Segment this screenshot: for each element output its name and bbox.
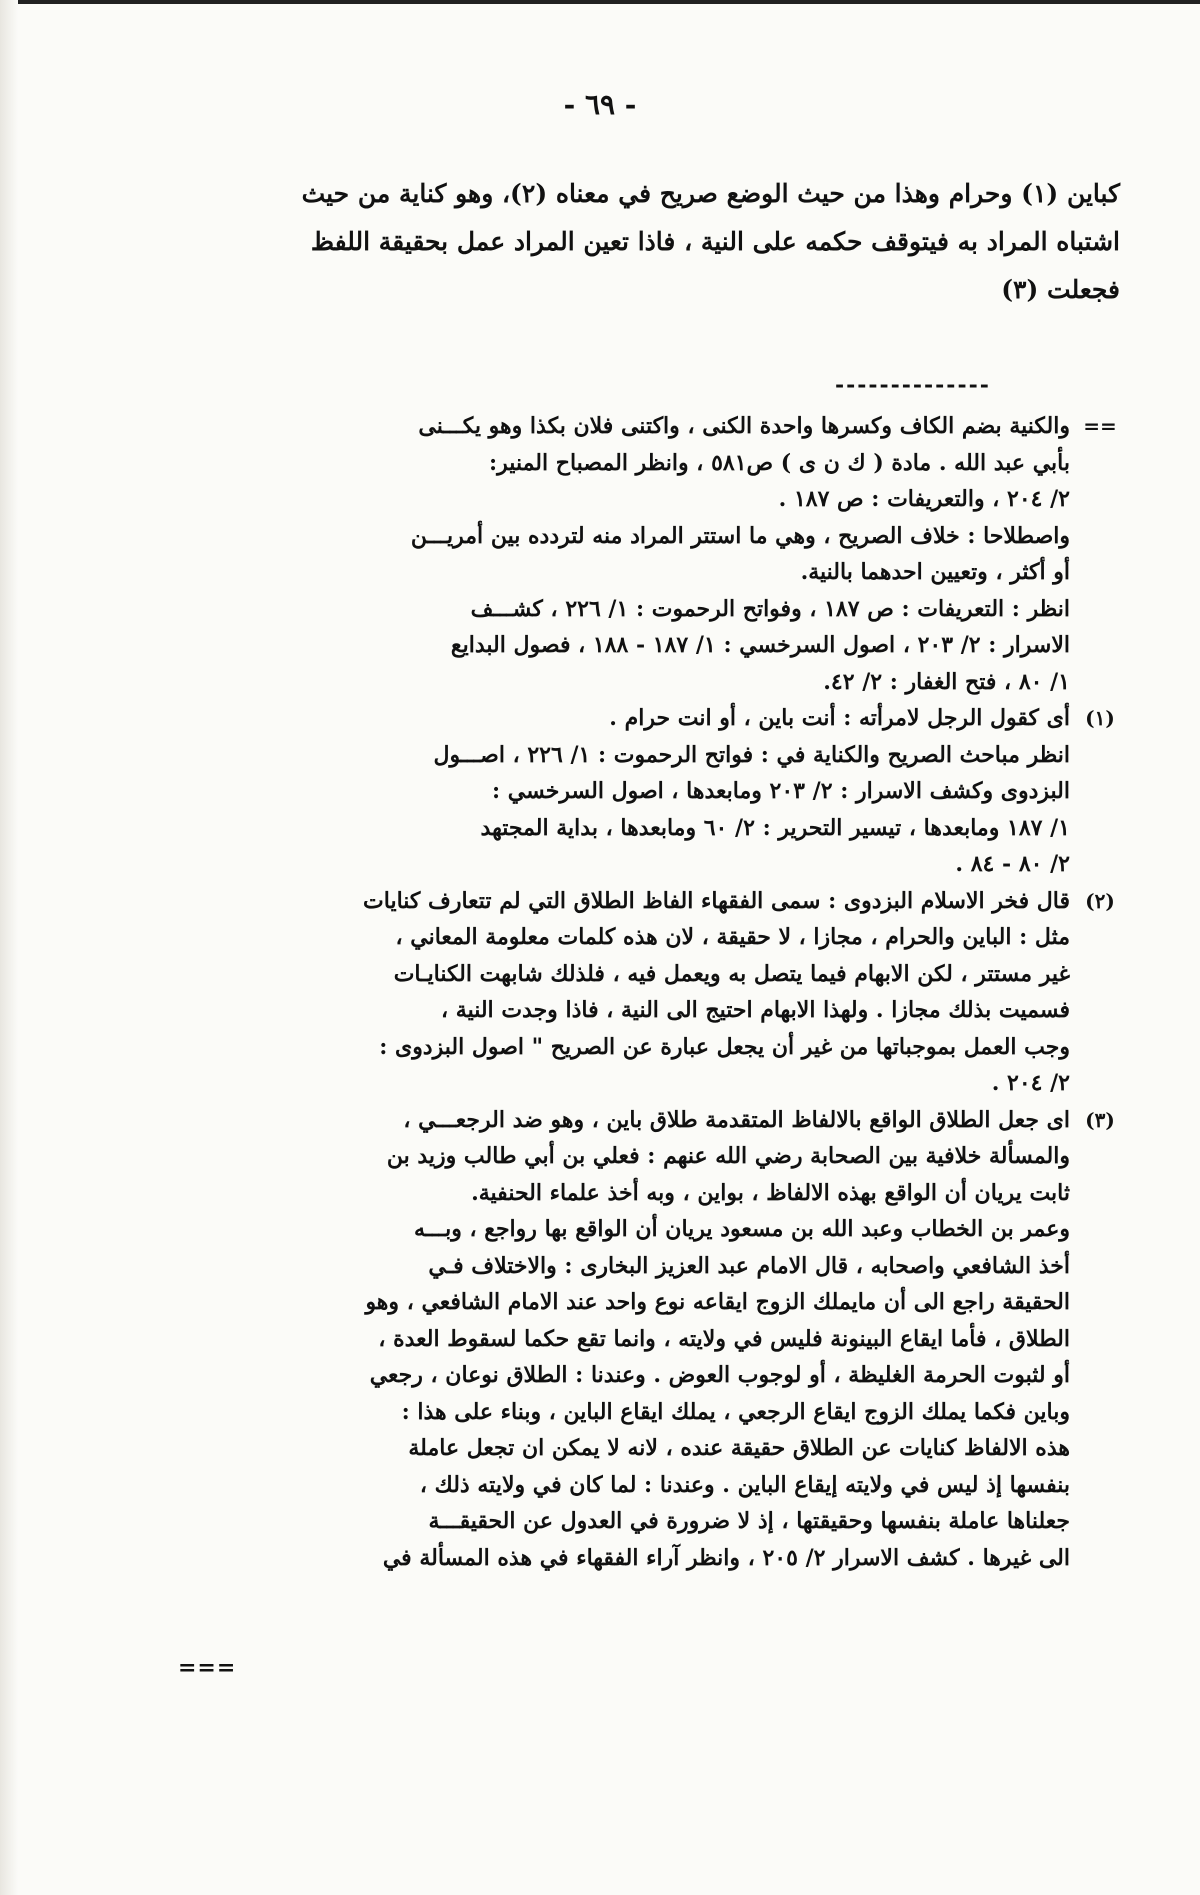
- footnote-3: [150, 1102, 1130, 1577]
- footnote-marker: (٣): [1085, 1107, 1115, 1132]
- main-paragraph: [170, 170, 1120, 314]
- footnote-line: ٢/ ٢٠٤ .: [991, 1070, 1070, 1096]
- footnote-1: [150, 700, 1130, 883]
- footnote-line: ١/ ١٨٧ ومابعدها ، تيسير التحرير : ٢/ ٦٠ ومابعدها ، بداية المجتهد: [480, 814, 1070, 841]
- footnote-line: أو أكثر ، وتعيين احدهما بالنية.: [800, 559, 1070, 585]
- footnote-line: ٢/ ٢٠٤ ، والتعريفات : ص ١٨٧ .: [778, 486, 1070, 512]
- footnote-line: البزدوى وكشف الاسرار : ٢/ ٢٠٣ ومابعدها ، اصول السرخسي :: [492, 778, 1070, 804]
- footnote-line: أى كقول الرجل لامرأته : أنت باين ، أو انت حرام .: [609, 705, 1070, 731]
- footnote-line: بأبي عبد الله . مادة ( ك ن ى ) ص٥٨١ ، وانظر المصباح المنير:: [489, 449, 1070, 476]
- footnote-line: الحقيقة راجع الى أن مايملك الزوج ايقاعه نوع واحد عند الامام الشافعي ، وهو: [365, 1289, 1070, 1315]
- scan-edge-shadow: [0, 0, 18, 1895]
- main-line: فجعلت (٣): [1001, 275, 1120, 304]
- footnotes-section: [150, 408, 1130, 1576]
- continuation-mark: ===: [178, 1655, 237, 1681]
- footnote-line: مثل : الباين والحرام ، مجازا ، لا حقيقة ، لان هذه كلمات معلومة المعاني ،: [395, 924, 1070, 950]
- footnote-line: انظر مباحث الصريح والكناية في : فواتح الرحموت : ١/ ٢٢٦ ، اصـــول: [433, 741, 1070, 768]
- footnote-line: فسميت بذلك مجازا . ولهذا الابهام احتيج الى النية ، فاذا وجدت النية ،: [441, 997, 1070, 1023]
- footnote-line: قال فخر الاسلام البزدوى : سمى الفقهاء الفاظ الطلاق التي لم تتعارف كنايات: [363, 887, 1070, 914]
- footnote-line: ثابت يريان أن الواقع بهذه الالفاظ ، بواين ، وبه أخذ علماء الحنفية.: [471, 1179, 1070, 1206]
- footnote-marker: ==: [1083, 414, 1117, 438]
- footnote-body: [200, 408, 1070, 700]
- footnote-continuation: [150, 408, 1130, 700]
- footnote-line: الى غيرها . كشف الاسرار ٢/ ٢٠٥ ، وانظر آراء الفقهاء في هذه المسألة في: [382, 1544, 1070, 1571]
- main-line: كباين (١) وحرام وهذا من حيث الوضع صريح في معناه (٢)، وهو كناية من حيث: [301, 179, 1120, 208]
- footnote-line: وباين فكما يملك الزوج ايقاع الرجعي ، يملك ايقاع الباين ، وبناء على هذا :: [401, 1398, 1070, 1425]
- footnote-line: الطلاق ، فأما ايقاع البينونة فليس في ولايته ، وانما تقع حكما لسقوط العدة ،: [378, 1325, 1070, 1352]
- footnote-line: أخذ الشافعي واصحابه ، قال الامام عبد العزيز البخارى : والاختلاف فـي: [428, 1252, 1070, 1279]
- main-line: اشتباه المراد به فيتوقف حكمه على النية ، فاذا تعين المراد عمل بحقيقة اللفظ: [310, 227, 1120, 256]
- footnote-line: انظر : التعريفات : ص ١٨٧ ، وفواتح الرحموت : ١/ ٢٢٦ ، كشـــف: [470, 595, 1070, 622]
- footnote-marker: (١): [1085, 706, 1115, 730]
- footnote-line: غير مستتر ، لكن الابهام فيما يتصل به ويعمل فيه ، فلذلك شابهت الكنايـات: [393, 960, 1070, 987]
- footnote-separator: --------------: [835, 372, 991, 398]
- footnote-marker: (٢): [1085, 888, 1115, 913]
- footnote-line: اى جعل الطلاق الواقع بالالفاظ المتقدمة طلاق باين ، وهو ضد الرجعـــي ،: [403, 1106, 1070, 1133]
- footnote-line: وعمر بن الخطاب وعبد الله بن مسعود يريان أن الواقع بها رواجع ، وبـــه: [413, 1216, 1070, 1242]
- footnote-line: هذه الالفاظ كنايات عن الطلاق حقيقة عنده ، لانه لا يمكن ان تجعل عاملة: [408, 1435, 1070, 1461]
- footnote-line: وجب العمل بموجباتها من غير أن يجعل عبارة عن الصريح " اصول البزدوى :: [379, 1033, 1070, 1060]
- footnote-body: [200, 1102, 1070, 1577]
- page-number: - ٦٩ -: [563, 88, 637, 121]
- footnote-line: أو لثبوت الحرمة الغليظة ، أو لوجوب العوض . وعندنا : الطلاق نوعان ، رجعي: [369, 1362, 1070, 1388]
- top-border-rule: [0, 0, 1200, 4]
- footnote-line: جعلناها عاملة بنفسها وحقيقتها ، إذ لا ضرورة في العدول عن الحقيقـــة: [428, 1508, 1070, 1534]
- footnote-line: والكنية بضم الكاف وكسرها واحدة الكنى ، واكتنى فلان بكذا وهو يكـــنى: [418, 413, 1070, 439]
- footnote-line: ١/ ٨٠ ، فتح الغفار : ٢/ ٤٢.: [823, 668, 1070, 695]
- footnote-line: والمسألة خلافية بين الصحابة رضي الله عنهم : فعلي بن أبي طالب وزيد بن: [386, 1143, 1070, 1169]
- footnote-body: [200, 700, 1070, 883]
- footnote-2: [150, 883, 1130, 1102]
- footnote-body: [200, 883, 1070, 1102]
- footnote-line: ٢/ ٨٠ - ٨٤ .: [955, 851, 1070, 877]
- footnote-line: الاسرار : ٢/ ٢٠٣ ، اصول السرخسي : ١/ ١٨٧ - ١٨٨ ، فصول البدايع: [450, 632, 1070, 658]
- footnote-line: واصطلاحا : خلاف الصريح ، وهي ما استتر المراد منه لتردده بين أمريـــن: [410, 522, 1070, 549]
- footnote-line: بنفسها إذ ليس في ولايته إيقاع الباين . وعندنا : لما كان في ولايته ذلك ،: [419, 1471, 1070, 1498]
